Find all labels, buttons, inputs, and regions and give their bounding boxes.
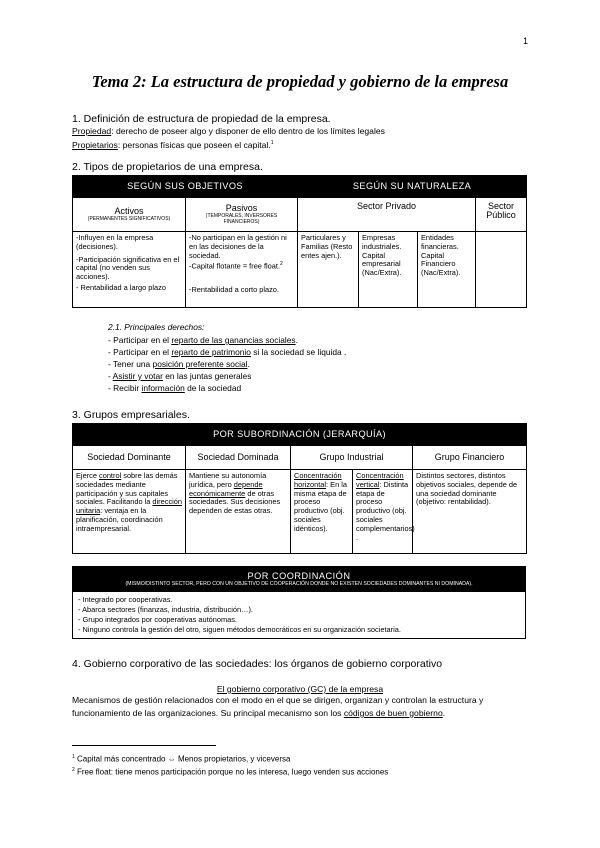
cell-grupo-financiero: Distintos sectores, distintos objetivos sociales, depende de una sociedad dominante (objetivo: rentabilidad). [413, 470, 527, 554]
definition-propietarios: Propietarios: personas físicas que poseen el capital.$^1$ [72, 139, 274, 150]
footnote-2: $^2$ Free float: tiene menos participación porque no les interesa, luego venden sus acciones [72, 767, 389, 777]
pasivos-subtitle: (TEMPORALES, INVERSORES FINANCIEROS) [205, 212, 278, 225]
derecho-2: - Participar en el reparto de patrimonio si la sociedad se liquida . [108, 347, 347, 357]
cell-concentracion-vertical: Concentración vertical: Distinta etapa de proceso productivo (obj. sociales complementarios) . [353, 470, 413, 554]
definition-propiedad: Propiedad: derecho de poseer algo y disponer de ello dentro de los límites legales [72, 126, 385, 136]
derecho-4: - Asistir y votar en las juntas generales [108, 371, 252, 381]
col-pasivos: Pasivos (TEMPORALES, INVERSORES FINANCIEROS) [186, 198, 298, 232]
cell-activos: -Influyen en la empresa (decisiones). -Participación significativa en el capital (no venden sus acciones). - Rentabilidad a largo plazo [73, 232, 186, 308]
derecho-3: - Tener una posición preferente social. [108, 359, 250, 369]
cell-sociedad-dominante: Ejerce control sobre las demás sociedades mediante participación y sus capitales sociales. Facilitando la dirección unitaria: ventaja en la planificación, coordinación intraempresarial. [73, 470, 186, 554]
coordination-item: - Abarca sectores (finanzas, industria, distribución…). [78, 605, 253, 614]
derechos-title: 2.1. Principales derechos: [108, 322, 205, 332]
section-4-heading: 4. Gobierno corporativo de las sociedades: los órganos de gobierno corporativo [72, 658, 443, 670]
derecho-5: - Recibir información de la sociedad [108, 383, 242, 393]
coordination-item: - Integrado por cooperativas. [78, 595, 173, 604]
cell-concentracion-horizontal: Concentración horizontal: En la misma etapa de proceso productivo (obj. sociales idénticos). [291, 470, 353, 554]
cell-particulares: Particulares y Familias (Resto entes ajen.). [298, 232, 359, 308]
activos-subtitle: (PERMANENTES SIGNIFICATIVOS) [87, 215, 171, 222]
col-sociedad-dominada: Sociedad Dominada [186, 446, 291, 470]
subordination-table [72, 423, 527, 554]
section-2-heading: 2. Tipos de propietarios de una empresa. [72, 161, 263, 173]
header-subordinacion: POR SUBORDINACIÓN (JERARQUÍA) [73, 424, 527, 446]
cell-sociedad-dominada: Mantiene su autonomía jurídica, pero depende económicamente de otras sociedades. Sus decisiones dependen de estas otras. [186, 470, 291, 554]
coordination-item: - Grupo integrados por cooperativas autónomas. [78, 615, 237, 624]
cell-sector-publico [476, 232, 527, 308]
owners-table [72, 175, 527, 308]
col-sector-publico: Sector Público [476, 198, 527, 232]
footnote-ref-2: 2 [280, 261, 283, 268]
coordination-list [73, 592, 525, 638]
section-3-heading: 3. Grupos empresariales. [72, 409, 190, 421]
term-propietarios: Propietarios [72, 139, 118, 150]
header-objetivos: SEGÚN SUS OBJETIVOS [73, 176, 298, 198]
derecho-1: - Participar en el reparto de las ganancias sociales. [108, 335, 298, 345]
col-grupo-financiero: Grupo Financiero [413, 446, 527, 470]
coordination-subtitle: (MISMO/DISTINTO SECTOR, PERO CON UN OBJETIVO DE COOPERACIÓN DONDE NO EXISTEN SOCIEDADES DOMINANTES NI DOMINADA). [125, 581, 473, 587]
section-1-heading: 1. Definición de estructura de propiedad de la empresa. [72, 113, 331, 125]
page-title: Tema 2: La estructura de propiedad y gobierno de la empresa [91, 72, 509, 91]
coordination-header [73, 567, 525, 592]
col-activos: Activos (PERMANENTES SIGNIFICATIVOS) [73, 198, 186, 232]
coordination-box [72, 566, 526, 639]
col-sector-privado: Sector Privado [298, 198, 476, 232]
gc-paragraph-line-1: Mecanismos de gestión relacionados con el modo en el que se dirigen, organizan y controlan la estructura y [72, 695, 484, 705]
header-naturaleza: SEGÚN SU NATURALEZA [298, 176, 527, 198]
gc-subheading: El gobierno corporativo (GC) de la empresa [216, 684, 384, 694]
cell-pasivos: -No participan en la gestión ni en las decisiones de la sociedad. -Capital flotante = free float.$^2$ -Rentabilidad a corto plazo. [186, 232, 298, 308]
term-propiedad: Propiedad [72, 126, 112, 136]
footnote-separator [72, 745, 216, 746]
gc-paragraph-line-2: funcionamiento de las organizaciones. Su principal mecanismo son los códigos de buen gobierno. [72, 708, 446, 718]
page-number: 1 [522, 36, 528, 46]
col-sociedad-dominante: Sociedad Dominante [73, 446, 186, 470]
cell-entidades-financieras: Entidades financieras. Capital Financiero (Nac/Extra). [418, 232, 476, 308]
coordination-item: - Ninguno controla la gestión del otro, siguen métodos democráticos en su organización societaria. [78, 625, 401, 634]
footnote-ref-1: 1 [270, 140, 274, 146]
col-grupo-industrial: Grupo Industrial [291, 446, 413, 470]
coordination-title: POR COORDINACIÓN [247, 571, 351, 581]
footnote-1: $^1$ Capital más concentrado ⇔ Menos propietarios, y viceversa [72, 754, 291, 764]
cell-empresas-industriales: Empresas industriales. Capital empresarial (Nac/Extra). [359, 232, 418, 308]
